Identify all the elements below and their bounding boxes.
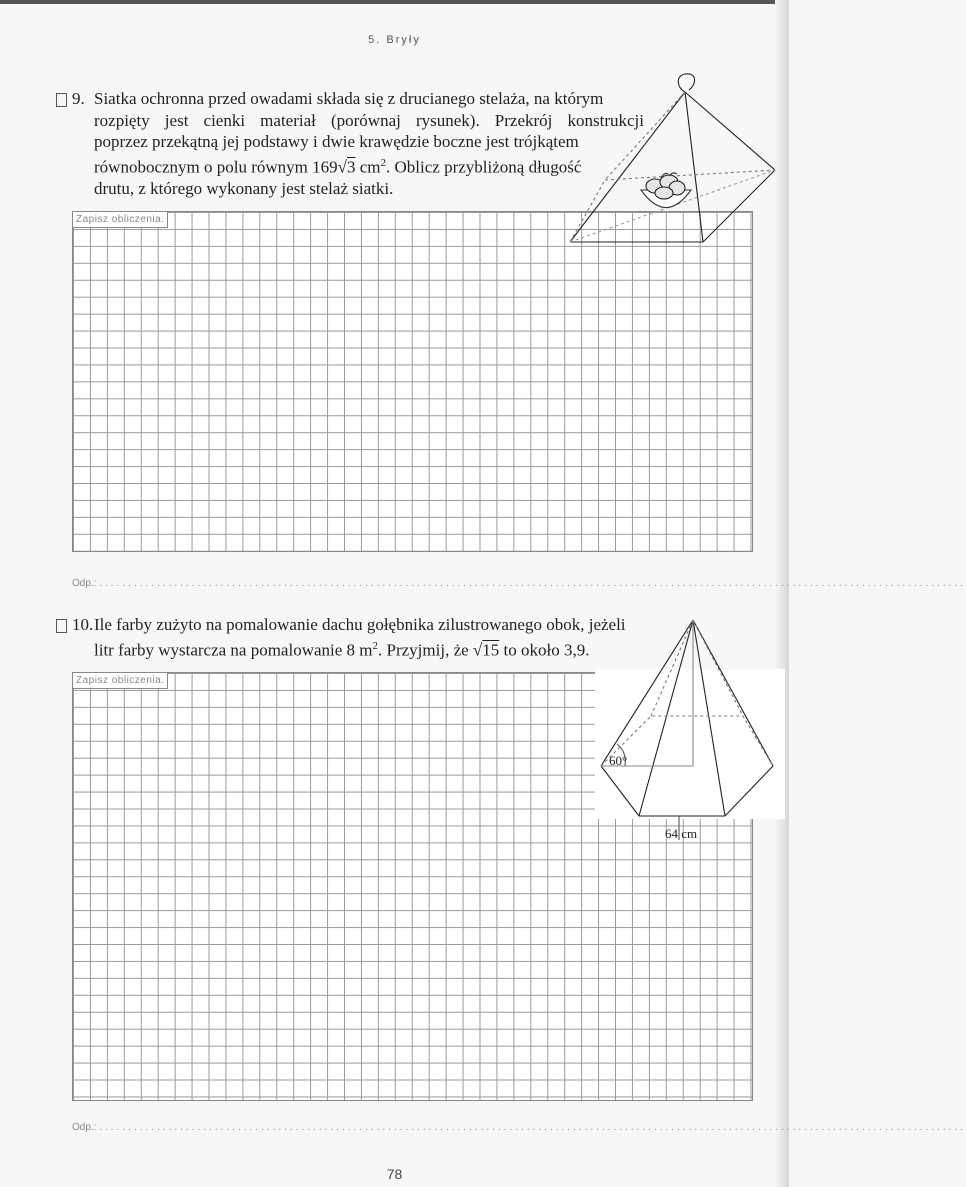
- task-10-answer-dots: ......................................................................................................................................................: [99, 1122, 966, 1133]
- task-9-calculation-grid[interactable]: [72, 211, 753, 552]
- task-9-exponent: 2: [380, 156, 387, 169]
- top-border: [0, 0, 789, 4]
- task-10-line-1: Ile farby zużyto na pomalowanie dachu gołębnika zilustrowanego obok, jeżeli: [94, 615, 626, 634]
- task-10-line-2-mid: . Przyjmij, że: [378, 640, 473, 660]
- task-9-answer-label: Odp.:: [72, 578, 97, 589]
- task-10-line-2: litr farby wystarcza na pomalowanie 8 $m^2$. Przyjmij, że √15 to około 3,9.: [94, 639, 590, 660]
- task-9-line-4-pre: równobocznym o polu równym 169: [94, 157, 338, 177]
- task-9-line-1: Siatka ochronna przed owadami składa się z drucianego stelaża, na którym: [94, 89, 604, 108]
- task-9-line-5: drutu, z którego wykonany jest stelaż siatki.: [94, 178, 394, 198]
- task-10-answer-label: Odp.:: [72, 1122, 97, 1133]
- task-9-unit: cm: [355, 157, 381, 177]
- task-10-line-2-pre: litr farby wystarcza na pomalowanie 8 m: [94, 640, 373, 660]
- task-10-text: [94, 614, 626, 661]
- task-9-text: [94, 88, 644, 199]
- task-9-answer-line[interactable]: [72, 578, 966, 589]
- angle-label: 60°: [609, 753, 628, 768]
- task-10-grid-label: Zapisz obliczenia.: [73, 673, 168, 689]
- task-9-line-3: poprzez przekątną jej podstawy i dwie krawędzie boczne jest trójkątem: [94, 132, 579, 151]
- task-9-line-2: rozpięty jest cienki materiał (porównaj rysunek). Przekrój konstrukcji: [94, 110, 644, 130]
- task-10-line-2-post: to około 3,9.: [499, 640, 590, 660]
- task-9-line-4-post: . Oblicz przybliżoną długość: [386, 157, 582, 177]
- task-10-answer-line[interactable]: [72, 1122, 966, 1133]
- task-9-sqrt: 3: [346, 157, 356, 177]
- task-10-number: 10.: [72, 615, 94, 634]
- task-10-sqrt: 15: [482, 640, 500, 660]
- task-9-checkbox[interactable]: [56, 93, 67, 107]
- edge-length-label: 64 cm: [665, 826, 698, 841]
- task-9-answer-dots: ......................................................................................................................................................: [99, 578, 966, 589]
- dovecote-roof-pyramid-figure: [595, 614, 785, 849]
- task-9-number: 9.: [72, 89, 85, 108]
- task-10-checkbox[interactable]: [56, 619, 67, 633]
- task-9-line-4: równobocznym o polu równym 169√3 $cm^2$. Oblicz przybliżoną długość: [94, 156, 582, 177]
- task-9-grid-label: Zapisz obliczenia.: [73, 212, 168, 228]
- insect-net-pyramid-figure: [565, 70, 785, 250]
- task-10-exponent: 2: [372, 639, 379, 652]
- chapter-header: 5. Bryły: [368, 34, 421, 46]
- page-number: 78: [386, 1166, 403, 1182]
